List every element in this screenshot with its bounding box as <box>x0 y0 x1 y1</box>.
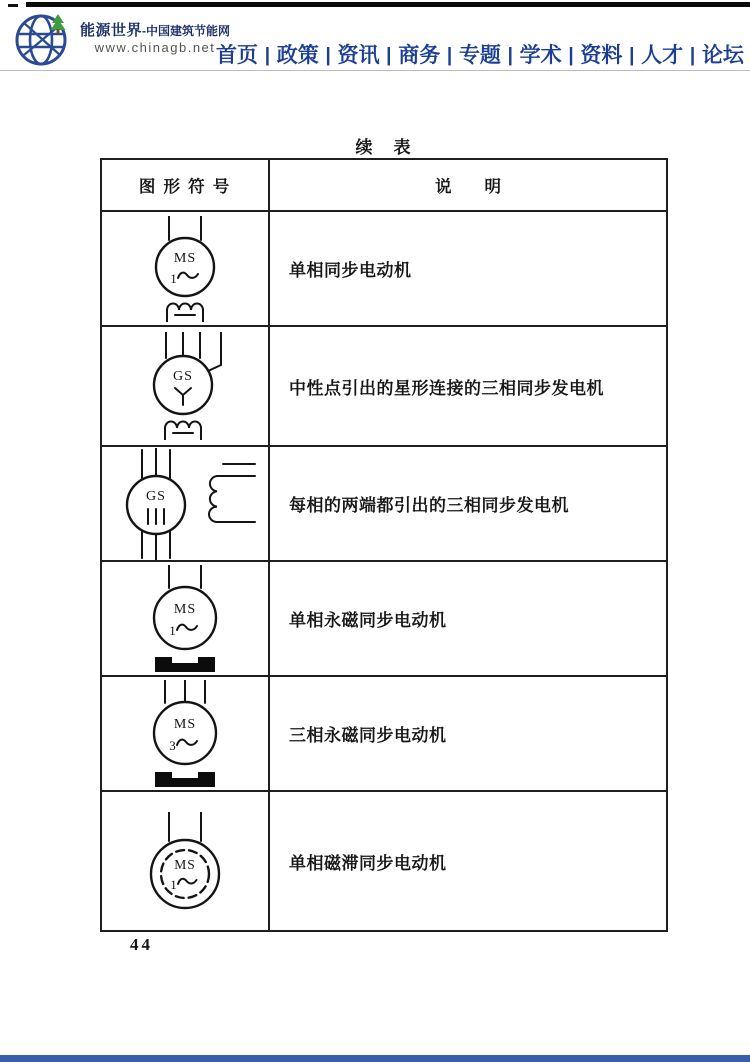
motor-circle <box>154 702 216 764</box>
generator-label: GS <box>173 369 193 384</box>
brand-suffix: -中国建筑节能网 <box>142 23 231 38</box>
generator-bottom-leads <box>142 532 170 560</box>
motor-leads <box>169 216 201 240</box>
footer-bar <box>0 1055 750 1062</box>
logo-text <box>80 22 230 56</box>
single-phase-pm-motor-symbol <box>130 565 240 673</box>
ac-wave-icon <box>177 624 197 629</box>
neutral-lead <box>208 332 221 371</box>
single-phase-sync-motor-symbol <box>133 216 237 322</box>
phase-number: 1 <box>169 622 177 638</box>
nav-separator: | <box>386 45 392 66</box>
three-phase-bars-icon <box>148 509 164 524</box>
motor-circle <box>156 238 214 296</box>
symbol-cell-row3 <box>102 445 270 560</box>
nav-separator: | <box>325 45 331 66</box>
symbol-cell-row6 <box>102 790 270 930</box>
symbol-description: 单相磁滞同步电动机 <box>270 790 666 930</box>
ac-wave-icon <box>177 739 197 744</box>
star-generator-symbol <box>135 332 235 440</box>
symbols-table <box>100 158 668 932</box>
stator-winding-icon <box>167 303 203 322</box>
motor-label: MS <box>173 601 197 617</box>
generator-circle <box>127 476 185 534</box>
table-caption: 续 表 <box>355 138 413 157</box>
site-url: www.chinagb.net <box>94 40 216 56</box>
nav-separator: | <box>629 45 635 66</box>
generator-leads <box>166 332 200 358</box>
nav-item-talent[interactable]: 人才 <box>641 44 684 67</box>
brand-name: 能源世界 <box>80 21 143 39</box>
generator-top-leads <box>142 448 170 478</box>
motor-leads <box>169 565 201 588</box>
nav-item-forum[interactable]: 论坛 <box>701 44 744 67</box>
symbol-cell-row4 <box>102 560 270 675</box>
nav-item-resources[interactable]: 资料 <box>580 44 623 67</box>
permanent-magnet-icon <box>155 772 215 787</box>
page-number: 44 <box>130 935 153 954</box>
nav-separator: | <box>568 45 574 66</box>
nav-separator: | <box>446 45 453 66</box>
phase-number: 3 <box>169 737 177 753</box>
symbol-description: 单相永磁同步电动机 <box>270 560 666 675</box>
scanned-document <box>0 71 750 1055</box>
phase-number: 1 <box>170 270 178 286</box>
nav-item-topics[interactable]: 专题 <box>458 44 501 67</box>
motor-leads <box>169 812 201 841</box>
site-header <box>0 7 750 70</box>
motor-label: MS <box>173 716 197 732</box>
nav-item-home[interactable]: 首页 <box>216 44 258 67</box>
ac-wave-icon <box>178 272 198 277</box>
three-phase-pm-motor-symbol <box>130 680 240 788</box>
motor-leads <box>165 680 205 703</box>
nav-item-news[interactable]: 资讯 <box>337 44 380 67</box>
nav-separator: | <box>507 45 513 66</box>
phase-ends-generator-symbol <box>111 448 259 560</box>
nav-item-business[interactable]: 商务 <box>398 44 441 67</box>
site-logo[interactable] <box>14 10 230 68</box>
symbol-cell-row5 <box>102 675 270 790</box>
nav-separator: | <box>689 45 696 66</box>
motor-label: MS <box>173 250 197 266</box>
globe-logo-icon <box>14 10 76 68</box>
nav-item-academic[interactable]: 学术 <box>519 44 562 67</box>
generator-label: GS <box>146 488 166 504</box>
ac-wave-icon <box>178 879 197 884</box>
stator-winding-icon <box>165 422 201 441</box>
symbol-description: 中性点引出的星形连接的三相同步发电机 <box>270 325 666 445</box>
symbol-description: 单相同步电动机 <box>270 210 666 325</box>
single-phase-hysteresis-motor-symbol <box>127 812 243 910</box>
symbol-description: 三相永磁同步电动机 <box>270 675 666 790</box>
description-column-header: 说 明 <box>435 177 501 196</box>
field-winding-icon <box>209 464 255 522</box>
motor-label: MS <box>174 857 196 872</box>
symbol-column-header: 图 形 符 号 <box>102 160 270 210</box>
nav-item-policy[interactable]: 政策 <box>276 44 319 67</box>
symbol-cell-row2 <box>102 325 270 445</box>
phase-number: 1 <box>170 878 178 892</box>
motor-circle <box>154 587 216 649</box>
nav-separator: | <box>264 45 271 66</box>
symbol-description: 每相的两端都引出的三相同步发电机 <box>270 445 666 560</box>
star-connection-icon <box>175 388 191 405</box>
permanent-magnet-icon <box>155 657 215 672</box>
symbol-cell-row1 <box>102 210 270 325</box>
main-nav <box>216 39 744 69</box>
